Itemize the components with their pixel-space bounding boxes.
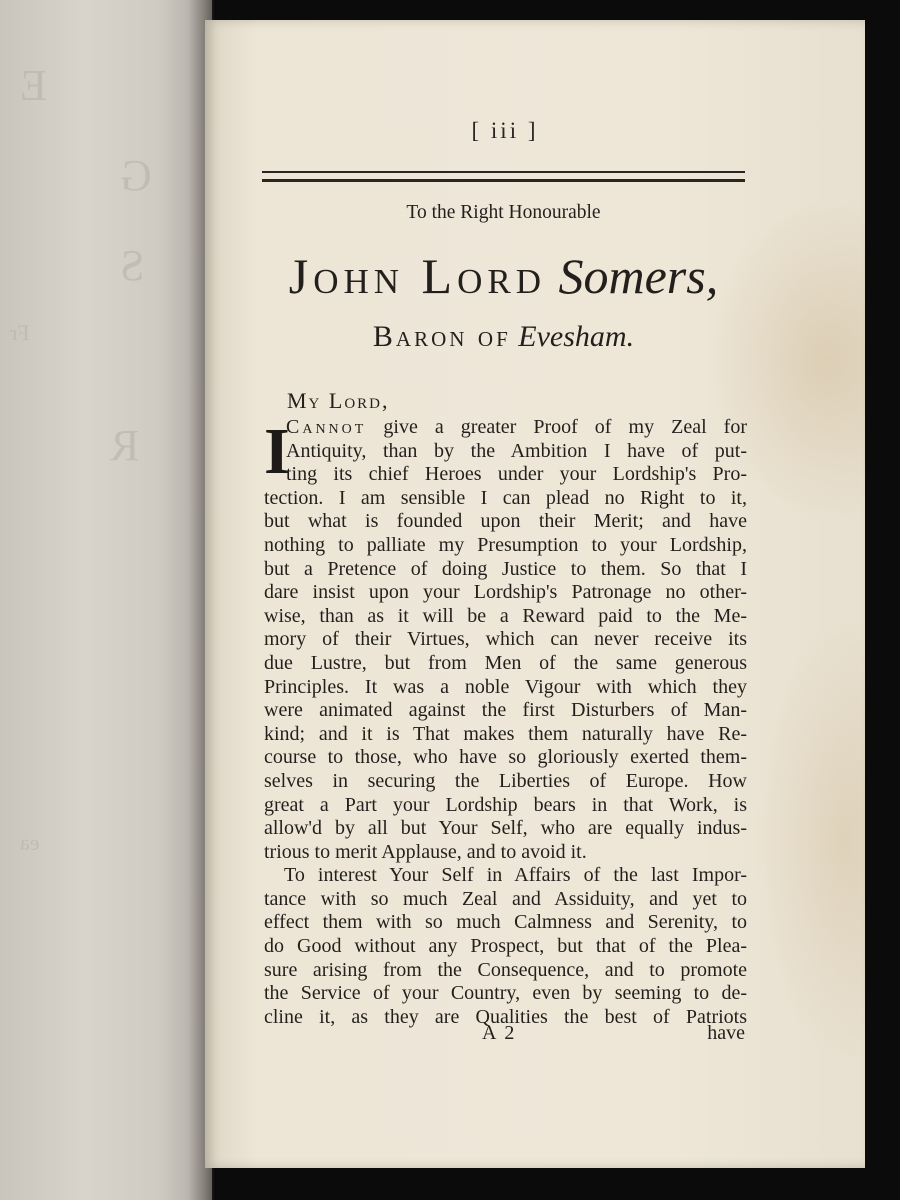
- text-line: nothing to palliate my Presumption to your Lordship,: [264, 533, 747, 556]
- text-line: great a Part your Lordship bears in that Work, is: [264, 793, 747, 816]
- dedicatee-name-roman: John Lord: [288, 248, 546, 304]
- double-rule-bottom: [262, 179, 745, 182]
- dedicatee-name-italic: Somers,: [558, 248, 719, 304]
- signature-mark: A 2: [482, 1022, 517, 1044]
- text-line: trious to merit Applause, and to avoid it.: [264, 840, 587, 863]
- first-word: Cannot: [286, 416, 367, 438]
- book-page: [205, 20, 865, 1168]
- salutation: My Lord,: [287, 388, 390, 413]
- text-line: the Service of your Country, even by seeming to de-: [264, 982, 747, 1005]
- drop-cap: I: [264, 415, 290, 488]
- facing-page: [0, 0, 212, 1200]
- text-line: mory of their Virtues, which can never receive its: [264, 628, 747, 651]
- dedication-body: [264, 416, 747, 1029]
- text-line: effect them with so much Calmness and Serenity, to: [264, 911, 747, 934]
- text-line: but a Pretence of doing Justice to them. So that I: [264, 557, 747, 580]
- text-line: tance with so much Zeal and Assiduity, and yet to: [264, 887, 747, 910]
- dedicatee-title: [262, 320, 745, 354]
- text-line: wise, than as it will be a Reward paid to the Me-: [264, 604, 747, 627]
- page-number: [ iii ]: [471, 118, 539, 143]
- text-line: were animated against the first Disturbers of Man-: [264, 699, 747, 722]
- text-line: tection. I am sensible I can plead no Right to it,: [264, 486, 747, 509]
- text-line: allow'd by all but Your Self, who are equally indus-: [264, 817, 747, 840]
- text-line: but what is founded upon their Merit; and have: [264, 510, 747, 533]
- double-rule-top: [262, 171, 745, 173]
- text-line: sure arising from the Consequence, and to promote: [264, 958, 747, 981]
- dedicatee-title-caps: Baron of: [372, 320, 511, 353]
- text-line: Antiquity, than by the Ambition I have of put-: [286, 439, 747, 462]
- bleed-through-mark: ea: [20, 830, 40, 855]
- bleed-through-mark: R: [110, 421, 140, 470]
- bleed-through-mark: Fr: [10, 320, 30, 345]
- text-line: To interest Your Self in Affairs of the last Impor-: [284, 864, 747, 887]
- text-line: kind; and it is That makes them naturally have Re-: [264, 722, 747, 745]
- bleed-through-mark: S: [120, 241, 145, 290]
- text-line: do Good without any Prospect, but that of the Plea-: [264, 935, 747, 958]
- dedication-to-line: To the Right Honourable: [406, 202, 601, 223]
- text-line: Cannot give a greater Proof of my Zeal for: [286, 416, 747, 438]
- dedicatee-name: [262, 248, 745, 304]
- text-line: selves in securing the Liberties of Europe. How: [264, 769, 747, 792]
- catchword: have: [707, 1022, 745, 1044]
- text-line: dare insist upon your Lordship's Patronage no other-: [264, 581, 747, 604]
- page-footer: [262, 1022, 745, 1046]
- text-line: Principles. It was a noble Vigour with which they: [264, 675, 747, 698]
- bleed-through-mark: G: [120, 151, 152, 200]
- text-line: due Lustre, but from Men of the same generous: [264, 651, 747, 674]
- text-line: course to those, who have so gloriously exerted them-: [264, 746, 747, 769]
- bleed-through-mark: E: [20, 61, 47, 110]
- text-line: ting its chief Heroes under your Lordship's Pro-: [286, 463, 747, 486]
- dedicatee-title-italic: Evesham.: [518, 320, 635, 353]
- text-line: cline it, as they are Qualities the best of Patriots: [264, 1005, 747, 1028]
